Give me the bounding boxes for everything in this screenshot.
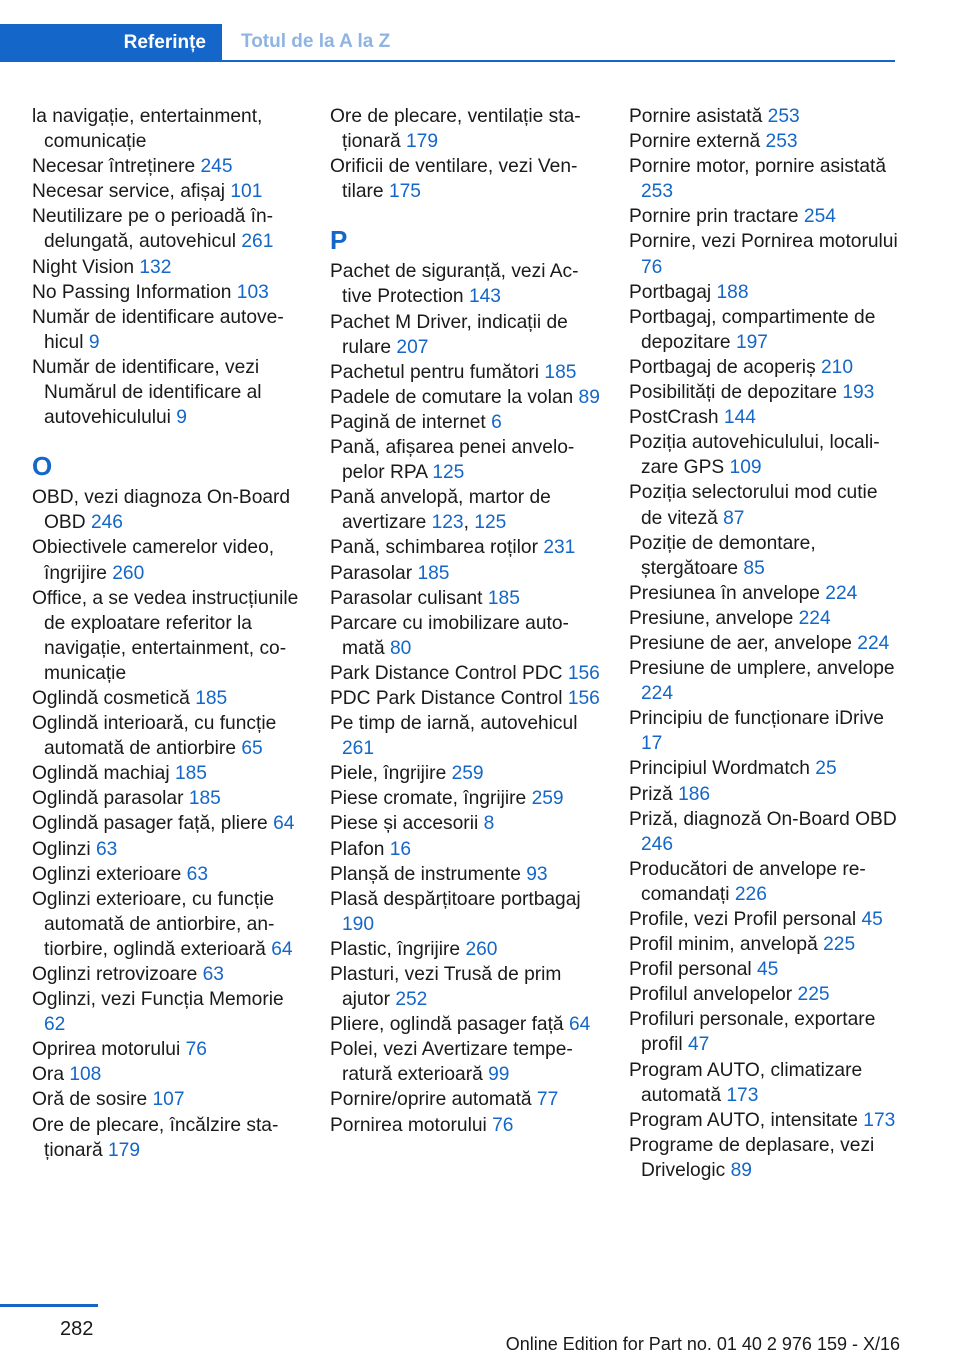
page-link[interactable]: 225 [797, 984, 830, 1006]
page-link[interactable]: 156 [567, 662, 600, 684]
page-link[interactable]: 76 [492, 1114, 514, 1136]
page-link[interactable]: 179 [406, 131, 439, 153]
entry-term: PDC Park Distance Control [330, 687, 563, 709]
entry-term: Pornire, vezi Pornirea motorului [629, 231, 898, 253]
index-entry [32, 280, 302, 305]
index-entry [629, 355, 899, 380]
page-link[interactable]: 185 [417, 562, 450, 584]
index-entry [32, 154, 302, 179]
page-link[interactable]: 190 [342, 913, 375, 935]
page-link[interactable]: 89 [578, 386, 600, 408]
entry-term: Neutilizare pe o perioadă îndelungată, autovehicul [32, 206, 274, 253]
entry-term: Oglinzi retrovizoare [32, 964, 198, 985]
page-link[interactable]: 8 [483, 813, 495, 835]
entry-term: Pornirea motorului [330, 1114, 487, 1136]
page-link[interactable]: 185 [188, 788, 221, 810]
entry-term: Plasă despărțitoare portbagaj [330, 888, 581, 910]
index-entry [330, 104, 600, 154]
page-link[interactable]: 143 [468, 286, 501, 308]
index-entry [629, 430, 899, 480]
index-entry [32, 711, 302, 761]
entry-term: OBD, vezi diagnoza On-Board OBD [32, 487, 291, 534]
entry-term: Pornire motor, pornire asistată [629, 156, 887, 178]
index-entry [330, 435, 600, 485]
index-entry [330, 711, 600, 761]
page-link[interactable]: 253 [767, 106, 800, 127]
index-entry [629, 129, 899, 154]
index-entry [330, 1087, 600, 1112]
index-entry [330, 259, 600, 309]
index-entry [32, 535, 302, 585]
page-link[interactable]: 207 [396, 336, 429, 358]
index-entry [629, 782, 899, 807]
index-entry [32, 862, 302, 887]
entry-term: Pe timp de iarnă, autovehicul [330, 713, 578, 735]
footer-rule [0, 1304, 98, 1307]
index-entry [32, 204, 302, 254]
page-link[interactable]: 144 [723, 407, 756, 429]
entry-term: Oglindă parasolar [32, 788, 184, 810]
entry-term: Producători de anvelope recomandați [629, 858, 866, 905]
page-link[interactable]: 193 [842, 382, 875, 404]
page-link[interactable]: 185 [174, 763, 207, 785]
entry-term: Număr de identificare, vezi Numărul de identificare al autovehiculului [32, 356, 262, 429]
index-entry [330, 535, 600, 560]
page-link[interactable]: 62 [44, 1014, 66, 1036]
index-entry [32, 1037, 302, 1062]
page-link[interactable]: 125 [432, 462, 465, 484]
index-entry [32, 1062, 302, 1087]
index-entry [629, 480, 899, 530]
index-entry [330, 1012, 600, 1037]
index-entry [629, 305, 899, 355]
index-entry [32, 305, 302, 355]
page-link[interactable]: 261 [342, 738, 375, 760]
entry-term: Pagină de internet [330, 411, 486, 433]
page-link[interactable]: 47 [687, 1034, 710, 1056]
index-entry [330, 385, 600, 410]
entry-term: Profil personal [629, 959, 752, 981]
page-link[interactable]: 173 [863, 1109, 896, 1131]
index-entry [32, 686, 302, 711]
entry-term: Presiune de umplere, anvelope [629, 658, 895, 680]
index-entry [629, 1007, 899, 1057]
entry-term: Padele de comutare la volan [330, 386, 574, 408]
page-link[interactable]: 231 [543, 537, 576, 559]
page-link[interactable]: 101 [230, 181, 263, 203]
entry-term: Portbagaj de acoperiș [629, 356, 816, 378]
entry-term: Pornire/oprire automată [330, 1089, 532, 1111]
entry-term: Presiunea în anvelope [629, 582, 820, 604]
entry-term: Ore de plecare, ventilație staționară [330, 106, 581, 153]
entry-term: Oglindă interioară, cu funcție automată de antiorbire [32, 713, 277, 760]
tab-references[interactable]: Referințe [0, 24, 222, 62]
entry-term: Programe de deplasare, vezi Drivelogic [629, 1134, 875, 1181]
entry-term: Poziție de demontare, ștergătoare [629, 532, 816, 579]
page-link[interactable]: 65 [241, 738, 263, 760]
entry-term: Principiul Wordmatch [629, 758, 810, 780]
page-link[interactable]: 246 [641, 833, 674, 855]
page-link[interactable]: 45 [757, 959, 779, 981]
page-link[interactable]: 185 [195, 687, 228, 709]
page-link[interactable]: 224 [857, 632, 890, 654]
page-link[interactable]: 89 [730, 1159, 752, 1181]
entry-term: Pliere, oglindă pasager față [330, 1014, 564, 1036]
index-entry [330, 862, 600, 887]
entry-term: Oglinzi exterioare [32, 863, 182, 885]
entry-term: Profiluri personale, exportare profil [629, 1009, 876, 1056]
index-entry [629, 932, 899, 957]
page-link[interactable]: 253 [765, 131, 798, 153]
entry-term: Necesar service, afișaj [32, 181, 226, 203]
page-link[interactable]: 156 [567, 687, 600, 709]
page-link[interactable]: 64 [271, 938, 293, 960]
edition-note: Online Edition for Part no. 01 40 2 976 159 - X/16 [505, 1334, 900, 1354]
index-entry [330, 837, 600, 862]
entry-term: Presiune de aer, anvelope [629, 632, 852, 654]
page-link[interactable]: 108 [69, 1064, 102, 1086]
entry-term: Parasolar culisant [330, 587, 483, 609]
entry-term: Poziția autovehiculului, localizare GPS [629, 432, 880, 479]
index-entry [629, 380, 899, 405]
entry-term: Planșă de instrumente [330, 863, 521, 885]
entry-term: Poziția selectorului mod cutie de viteză [629, 482, 878, 529]
page-link[interactable]: 63 [202, 964, 224, 985]
entry-term: Oglinzi [32, 838, 91, 860]
entry-term: Pană anvelopă, martor de avertizare [330, 487, 551, 534]
index-entry [330, 410, 600, 435]
page-link[interactable]: 245 [200, 156, 233, 178]
page-link[interactable]: 9 [88, 331, 100, 353]
section-letter: P [330, 225, 348, 256]
index-entry [629, 807, 899, 857]
page-link[interactable]: 224 [641, 683, 674, 705]
page-link[interactable]: 63 [186, 863, 208, 885]
index-entry [629, 656, 899, 706]
index-entry [32, 1113, 302, 1163]
page-link[interactable]: 260 [112, 562, 145, 584]
entry-term: Necesar întreținere [32, 156, 196, 178]
entry-term: Park Distance Control PDC [330, 662, 563, 684]
index-column-3 [629, 104, 899, 1183]
page-link[interactable]: 123 [431, 512, 464, 534]
index-entry [330, 811, 600, 836]
index-entry [32, 255, 302, 280]
index-entry [32, 355, 302, 430]
entry-term: Pornire asistată [629, 106, 763, 127]
page-link[interactable]: 25 [815, 758, 837, 780]
page-link[interactable]: 109 [729, 457, 762, 479]
index-entry [629, 531, 899, 581]
entry-term: PostCrash [629, 407, 719, 429]
index-entry [330, 360, 600, 385]
index-entry [32, 962, 302, 987]
index-entry [330, 761, 600, 786]
index-entry [330, 1037, 600, 1087]
page-link[interactable]: 80 [390, 637, 412, 659]
index-entry [32, 485, 302, 535]
entry-term: Profil minim, anvelopă [629, 934, 818, 956]
index-entry [330, 561, 600, 586]
page-link[interactable]: 6 [491, 411, 502, 433]
index-column-1 [32, 104, 302, 1163]
index-entry [629, 982, 899, 1007]
index-entry [32, 887, 302, 962]
entry-term: Portbagaj [629, 281, 712, 303]
index-entry [330, 887, 600, 937]
entry-term: Night Vision [32, 256, 135, 278]
index-entry [629, 1133, 899, 1183]
page-link[interactable]: 107 [152, 1089, 185, 1111]
index-entry [629, 229, 899, 279]
index-entry [629, 104, 899, 129]
entry-term: Oră de sosire [32, 1089, 148, 1111]
page-link[interactable]: 226 [734, 883, 767, 905]
page-link[interactable]: 185 [487, 587, 520, 609]
index-entry [629, 1058, 899, 1108]
index-entry [629, 957, 899, 982]
page-link[interactable]: 246 [90, 512, 123, 534]
page-link[interactable]: 125 [474, 512, 507, 534]
page-link[interactable]: 99 [488, 1064, 510, 1086]
page-link[interactable]: 259 [531, 788, 564, 810]
index-entry [330, 586, 600, 611]
index-entry [629, 756, 899, 781]
entry-term: No Passing Information [32, 281, 232, 303]
index-entry [330, 962, 600, 1012]
tab-a-to-z[interactable]: Totul de la A la Z [241, 31, 391, 52]
page-link[interactable]: 93 [526, 863, 548, 885]
entry-term: Plasturi, vezi Trusă de prim ajutor [330, 964, 562, 1011]
page-link[interactable]: 64 [568, 1014, 591, 1036]
page-link[interactable]: 85 [743, 557, 765, 579]
index-entry [330, 154, 600, 204]
index-entry [629, 405, 899, 430]
page-link[interactable]: 179 [108, 1139, 141, 1161]
entry-term: Piele, îngrijire [330, 763, 447, 785]
entry-term: Obiectivele camerelor video, îngrijire [32, 537, 275, 584]
entry-term: Oglindă cosmetică [32, 687, 190, 709]
entry-term: Piese cromate, îngrijire [330, 788, 527, 810]
entry-term: Portbagaj, compartimente de depozitare [629, 306, 876, 353]
page-link[interactable]: 9 [176, 407, 187, 429]
entry-term: Plastic, îngrijire [330, 938, 461, 960]
entry-term: Oglindă machiaj [32, 763, 170, 785]
index-entry [330, 310, 600, 360]
page-link[interactable]: 173 [726, 1084, 759, 1106]
index-entry [629, 1108, 899, 1133]
header-tabbar [0, 24, 895, 62]
entry-term: Piese și accesorii [330, 813, 479, 835]
index-entry [330, 611, 600, 661]
index-entry [629, 857, 899, 907]
entry-term: Priză [629, 783, 673, 805]
index-entry [32, 1087, 302, 1112]
entry-term: Program AUTO, intensitate [629, 1109, 858, 1131]
entry-term: la navigație, entertainment, comunicație [32, 106, 263, 153]
page-link[interactable]: 76 [185, 1039, 207, 1061]
page-link[interactable]: 261 [241, 231, 274, 253]
entry-term: Număr de identificare autovehicul [32, 306, 284, 353]
entry-term: Pachetul pentru fumători [330, 361, 540, 383]
entry-term: Oprirea motorului [32, 1039, 181, 1061]
entry-term: Parasolar [330, 562, 413, 584]
index-entry [330, 786, 600, 811]
page-link[interactable]: 260 [465, 938, 498, 960]
page-link[interactable]: 103 [236, 281, 269, 303]
entry-term: Pachet de siguranță, vezi Active Protection [330, 261, 579, 308]
entry-term: Pornire externă [629, 131, 761, 153]
entry-term: Ore de plecare, încălzire staționară [32, 1114, 279, 1161]
index-entry [32, 104, 302, 154]
entry-term: Parcare cu imobilizare automată [330, 612, 569, 659]
page-link[interactable]: 210 [821, 356, 854, 378]
page-link[interactable]: 76 [641, 256, 663, 278]
index-entry [32, 987, 302, 1037]
page-link[interactable]: 87 [723, 507, 745, 529]
entry-term: Pană, schimbarea roților [330, 537, 538, 559]
index-entry [32, 179, 302, 204]
index-entry [330, 686, 600, 711]
index-entry [629, 706, 899, 756]
entry-term: Priză, diagnoză On-Board OBD [629, 808, 897, 830]
page-link[interactable]: 224 [798, 607, 831, 629]
entry-term: Oglinzi, vezi Funcția Memorie [32, 989, 284, 1011]
entry-term: Oglinzi exterioare, cu funcție automată de antiorbire, antiorbire, oglindă exterioară [32, 888, 275, 960]
index-column-2 [330, 104, 600, 1138]
page-link[interactable]: 225 [823, 934, 856, 956]
index-entry [32, 811, 302, 836]
page-link[interactable]: 175 [388, 181, 421, 203]
section-letter: O [32, 451, 53, 482]
page-link[interactable]: 254 [803, 206, 836, 228]
index-entry [32, 586, 302, 686]
index-entry [330, 937, 600, 962]
index-entry [32, 761, 302, 786]
index-entry [330, 1113, 600, 1138]
entry-term: Profile, vezi Profil personal [629, 909, 857, 930]
entry-term: Plafon [330, 838, 385, 860]
page-link[interactable]: 259 [451, 763, 484, 785]
page-link[interactable]: 186 [678, 783, 711, 805]
index-entry [629, 606, 899, 631]
header-rule [222, 60, 895, 62]
page-link[interactable]: 224 [825, 582, 858, 604]
index-entry: Pană anvelopă, martor de avertizare 123, 125 [330, 487, 551, 534]
entry-term: Program AUTO, climatizare automată [629, 1059, 863, 1106]
entry-term: Polei, vezi Avertizare temperatură exterioară [330, 1039, 573, 1086]
index-entry [629, 154, 899, 204]
index-entry [629, 907, 899, 932]
entry-term: Posibilități de depozitare [629, 382, 837, 404]
entry-term: Office, a se vedea instrucțiunile de exploatare referitor la navigație, entertainment, comunicație [32, 587, 299, 684]
page-link[interactable]: 132 [139, 256, 172, 278]
index-entry [330, 661, 600, 686]
index-entry [629, 280, 899, 305]
index-entry [629, 581, 899, 606]
page-link[interactable]: 197 [735, 331, 768, 353]
page-number: 282 [60, 1318, 94, 1340]
entry-term: Profilul anvelopelor [629, 984, 793, 1006]
index-entry [629, 631, 899, 656]
index-entry [629, 204, 899, 229]
page-link[interactable]: 252 [395, 989, 428, 1011]
entry-term: Pachet M Driver, indicații de rulare [330, 311, 568, 358]
index-entry [32, 786, 302, 811]
entry-term: Ora [32, 1064, 64, 1086]
page-link[interactable]: 17 [641, 733, 663, 755]
entry-term: Presiune, anvelope [629, 607, 794, 629]
page-link[interactable]: 16 [389, 838, 412, 860]
page-link[interactable]: 63 [96, 838, 118, 860]
entry-term: Orificii de ventilare, vezi Ventilare [330, 156, 578, 203]
page-link[interactable]: 77 [536, 1089, 559, 1111]
page-link[interactable]: 185 [544, 361, 577, 383]
entry-term: Oglindă pasager față, pliere [32, 813, 268, 835]
entry-term: Principiu de funcționare iDrive [629, 708, 884, 730]
page-link[interactable]: 45 [861, 909, 883, 930]
index-entry [32, 837, 302, 862]
page-link[interactable]: 253 [641, 181, 674, 203]
entry-term: Pană, afișarea penei anvelopelor RPA [330, 437, 575, 484]
entry-term: Pornire prin tractare [629, 206, 799, 228]
page-link[interactable]: 64 [273, 813, 295, 835]
page-link[interactable]: 188 [716, 281, 749, 303]
